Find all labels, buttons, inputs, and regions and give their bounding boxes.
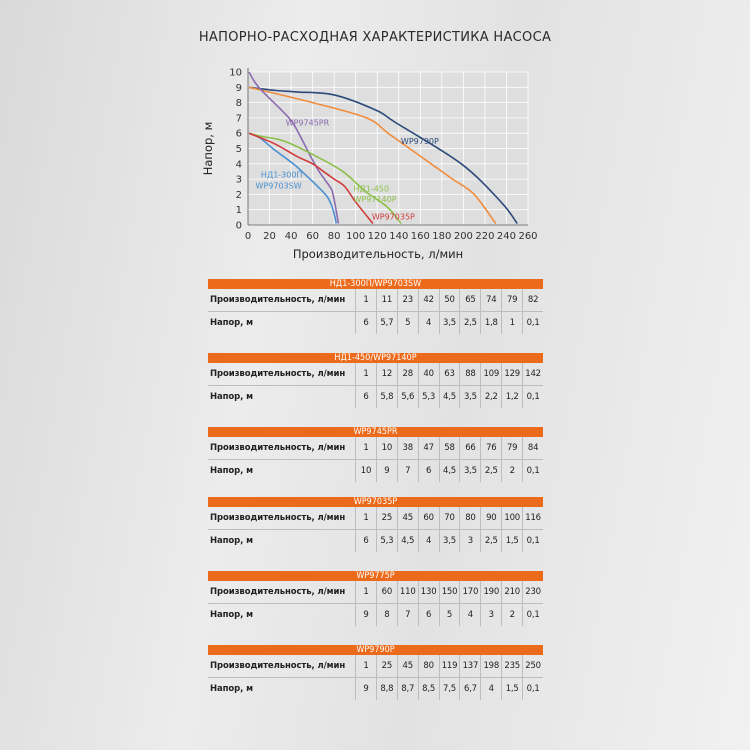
table-cell: 10 xyxy=(376,437,397,459)
table-cell: 4 xyxy=(480,678,501,700)
x-tick-label: 160 xyxy=(410,231,430,242)
table-cell: 5,3 xyxy=(418,386,439,408)
table-cell: 3,5 xyxy=(439,530,460,552)
table-cell: 137 xyxy=(459,655,480,677)
head-flow-chart xyxy=(0,0,750,270)
table-cell: 66 xyxy=(459,437,480,459)
table-cell: 45 xyxy=(397,655,418,677)
table-cell: 4,5 xyxy=(397,530,418,552)
table-cell: 80 xyxy=(459,507,480,529)
table-cell: 28 xyxy=(397,363,418,385)
table-cell: 45 xyxy=(397,507,418,529)
data-table xyxy=(208,279,543,334)
table-cell: 70 xyxy=(439,507,460,529)
table-row xyxy=(208,603,543,626)
flow-row-label: Производительность, л/мин xyxy=(210,295,346,305)
flow-row-label: Производительность, л/мин xyxy=(210,369,346,379)
series-annotation: НД1-450 xyxy=(353,184,390,194)
y-tick-label: 7 xyxy=(235,113,242,125)
table-row xyxy=(208,655,543,677)
table-cell: 8,5 xyxy=(418,678,439,700)
series-annotation: WP97140P xyxy=(353,195,397,205)
table-cell: 63 xyxy=(439,363,460,385)
table-cell: 80 xyxy=(418,655,439,677)
table-cell: 170 xyxy=(459,581,480,603)
y-axis-label: Напор, м xyxy=(201,121,215,176)
table-cell: 3,5 xyxy=(459,460,480,482)
table-cell: 1 xyxy=(355,437,376,459)
table-cell: 50 xyxy=(439,289,460,311)
table-cell: 4,5 xyxy=(439,386,460,408)
flow-row-label: Производительность, л/мин xyxy=(210,661,346,671)
table-cell: 23 xyxy=(397,289,418,311)
table-cell: 198 xyxy=(480,655,501,677)
table-cell: 2,5 xyxy=(459,312,480,334)
table-cell: 65 xyxy=(459,289,480,311)
head-row-label: Напор, м xyxy=(210,392,253,402)
table-cell: 79 xyxy=(501,289,522,311)
flow-row-label: Производительность, л/мин xyxy=(210,443,346,453)
table-cell: 0,1 xyxy=(522,460,543,482)
table-cell: 150 xyxy=(439,581,460,603)
table-cell: 76 xyxy=(480,437,501,459)
table-cell: 130 xyxy=(418,581,439,603)
table-cell: 2,5 xyxy=(480,530,501,552)
table-cell: 0,1 xyxy=(522,530,543,552)
y-tick-label: 0 xyxy=(235,220,242,232)
head-row-label: Напор, м xyxy=(210,318,253,328)
x-tick-label: 120 xyxy=(367,231,387,242)
table-row xyxy=(208,529,543,552)
series-annotation: WP9790P xyxy=(400,136,439,146)
table-cell: 4 xyxy=(459,604,480,626)
x-axis-label: Производительность, л/мин xyxy=(292,247,464,261)
y-tick-label: 8 xyxy=(235,98,242,110)
table-cell: 129 xyxy=(501,363,522,385)
table-cell: 119 xyxy=(439,655,460,677)
table-cell: 6 xyxy=(418,460,439,482)
series-annotation: WP9745PR xyxy=(285,118,330,128)
table-cell: 4 xyxy=(418,530,439,552)
table-row xyxy=(208,437,543,459)
table-row xyxy=(208,363,543,385)
table-cell: 0,1 xyxy=(522,386,543,408)
table-row xyxy=(208,581,543,603)
table-cell: 7,5 xyxy=(439,678,460,700)
table-cell: 90 xyxy=(480,507,501,529)
y-tick-label: 5 xyxy=(235,144,242,155)
table-cell: 235 xyxy=(501,655,522,677)
table-title: НД1-300П/WP9703SW xyxy=(208,279,543,289)
y-tick-label: 3 xyxy=(235,174,242,186)
y-tick-label: 2 xyxy=(235,189,242,201)
table-cell: 1 xyxy=(355,289,376,311)
table-row xyxy=(208,677,543,700)
table-cell: 3,5 xyxy=(439,312,460,334)
x-tick-label: 220 xyxy=(475,231,495,242)
table-cell: 84 xyxy=(522,437,543,459)
table-cell: 210 xyxy=(501,581,522,603)
table-cell: 3 xyxy=(459,530,480,552)
table-cell: 1 xyxy=(501,312,522,334)
table-cell: 2 xyxy=(501,604,522,626)
table-title: WP9745PR xyxy=(208,427,543,437)
table-cell: 8 xyxy=(376,604,397,626)
table-cell: 3 xyxy=(480,604,501,626)
head-row-label: Напор, м xyxy=(210,466,253,476)
table-cell: 60 xyxy=(376,581,397,603)
table-cell: 5 xyxy=(439,604,460,626)
table-cell: 74 xyxy=(480,289,501,311)
x-tick-label: 100 xyxy=(346,231,366,242)
table-row xyxy=(208,385,543,408)
y-tick-label: 4 xyxy=(235,159,242,171)
table-cell: 2,5 xyxy=(480,460,501,482)
table-cell: 230 xyxy=(522,581,543,603)
x-tick-label: 60 xyxy=(306,231,319,242)
table-cell: 5,8 xyxy=(376,386,397,408)
table-cell: 10 xyxy=(355,460,376,482)
table-cell: 9 xyxy=(376,460,397,482)
table-cell: 47 xyxy=(418,437,439,459)
series-annotation: WP9703SW xyxy=(255,181,302,191)
table-cell: 1 xyxy=(355,655,376,677)
table-cell: 190 xyxy=(480,581,501,603)
table-cell: 6 xyxy=(355,312,376,334)
table-cell: 3,5 xyxy=(459,386,480,408)
table-cell: 6 xyxy=(355,386,376,408)
table-cell: 88 xyxy=(459,363,480,385)
series-annotation: WP97035P xyxy=(371,212,415,222)
x-tick-label: 20 xyxy=(263,231,276,242)
table-cell: 40 xyxy=(418,363,439,385)
table-row xyxy=(208,507,543,529)
table-cell: 1 xyxy=(355,507,376,529)
table-cell: 9 xyxy=(355,678,376,700)
flow-row-label: Производительность, л/мин xyxy=(210,513,346,523)
table-cell: 6 xyxy=(418,604,439,626)
table-cell: 1 xyxy=(355,581,376,603)
table-cell: 1 xyxy=(355,363,376,385)
y-tick-label: 10 xyxy=(229,67,242,79)
table-row xyxy=(208,459,543,482)
table-cell: 11 xyxy=(376,289,397,311)
table-cell: 58 xyxy=(439,437,460,459)
flow-row-label: Производительность, л/мин xyxy=(210,587,346,597)
table-cell: 0,1 xyxy=(522,312,543,334)
table-cell: 25 xyxy=(376,507,397,529)
data-table xyxy=(208,645,543,700)
head-row-label: Напор, м xyxy=(210,684,253,694)
table-cell: 4 xyxy=(418,312,439,334)
x-tick-label: 200 xyxy=(453,231,473,242)
x-tick-label: 260 xyxy=(518,231,538,242)
table-cell: 5,3 xyxy=(376,530,397,552)
table-cell: 250 xyxy=(522,655,543,677)
table-cell: 100 xyxy=(501,507,522,529)
table-title: WP9775P xyxy=(208,571,543,581)
table-cell: 7 xyxy=(397,604,418,626)
x-tick-label: 0 xyxy=(244,231,252,242)
table-cell: 6 xyxy=(355,530,376,552)
x-tick-label: 240 xyxy=(496,231,517,242)
table-row xyxy=(208,311,543,334)
table-cell: 1,5 xyxy=(501,530,522,552)
table-cell: 7 xyxy=(397,460,418,482)
x-tick-label: 40 xyxy=(284,231,298,242)
y-tick-label: 6 xyxy=(235,128,242,140)
table-cell: 116 xyxy=(522,507,543,529)
table-cell: 82 xyxy=(522,289,543,311)
data-table xyxy=(208,497,543,552)
table-cell: 8,8 xyxy=(376,678,397,700)
x-tick-label: 140 xyxy=(389,231,409,242)
page-title: НАПОРНО-РАСХОДНАЯ ХАРАКТЕРИСТИКА НАСОСА xyxy=(198,30,552,45)
table-cell: 12 xyxy=(376,363,397,385)
series-annotation: НД1-300П xyxy=(260,170,303,180)
head-row-label: Напор, м xyxy=(210,610,253,620)
y-tick-label: 9 xyxy=(235,82,242,94)
table-cell: 38 xyxy=(397,437,418,459)
table-cell: 42 xyxy=(418,289,439,311)
table-cell: 4,5 xyxy=(439,460,460,482)
head-row-label: Напор, м xyxy=(210,536,253,546)
table-title: WP9790P xyxy=(208,645,543,655)
table-title: НД1-450/WP97140P xyxy=(208,353,543,363)
table-cell: 79 xyxy=(501,437,522,459)
x-tick-label: 80 xyxy=(327,231,341,242)
table-cell: 9 xyxy=(355,604,376,626)
table-cell: 5,7 xyxy=(376,312,397,334)
table-cell: 142 xyxy=(522,363,543,385)
table-cell: 5,6 xyxy=(397,386,418,408)
table-cell: 8,7 xyxy=(397,678,418,700)
table-cell: 0,1 xyxy=(522,604,543,626)
table-cell: 60 xyxy=(418,507,439,529)
table-cell: 1,2 xyxy=(501,386,522,408)
data-table xyxy=(208,571,543,626)
table-cell: 2,2 xyxy=(480,386,501,408)
table-cell: 0,1 xyxy=(522,678,543,700)
data-table xyxy=(208,353,543,408)
table-cell: 25 xyxy=(376,655,397,677)
table-cell: 6,7 xyxy=(459,678,480,700)
y-tick-label: 1 xyxy=(235,205,242,217)
table-title: WP97035P xyxy=(208,497,543,507)
table-cell: 110 xyxy=(397,581,418,603)
x-tick-label: 180 xyxy=(432,231,452,242)
table-cell: 1,8 xyxy=(480,312,501,334)
table-row xyxy=(208,289,543,311)
table-cell: 5 xyxy=(397,312,418,334)
data-table xyxy=(208,427,543,482)
table-cell: 2 xyxy=(501,460,522,482)
table-cell: 1,5 xyxy=(501,678,522,700)
table-cell: 109 xyxy=(480,363,501,385)
